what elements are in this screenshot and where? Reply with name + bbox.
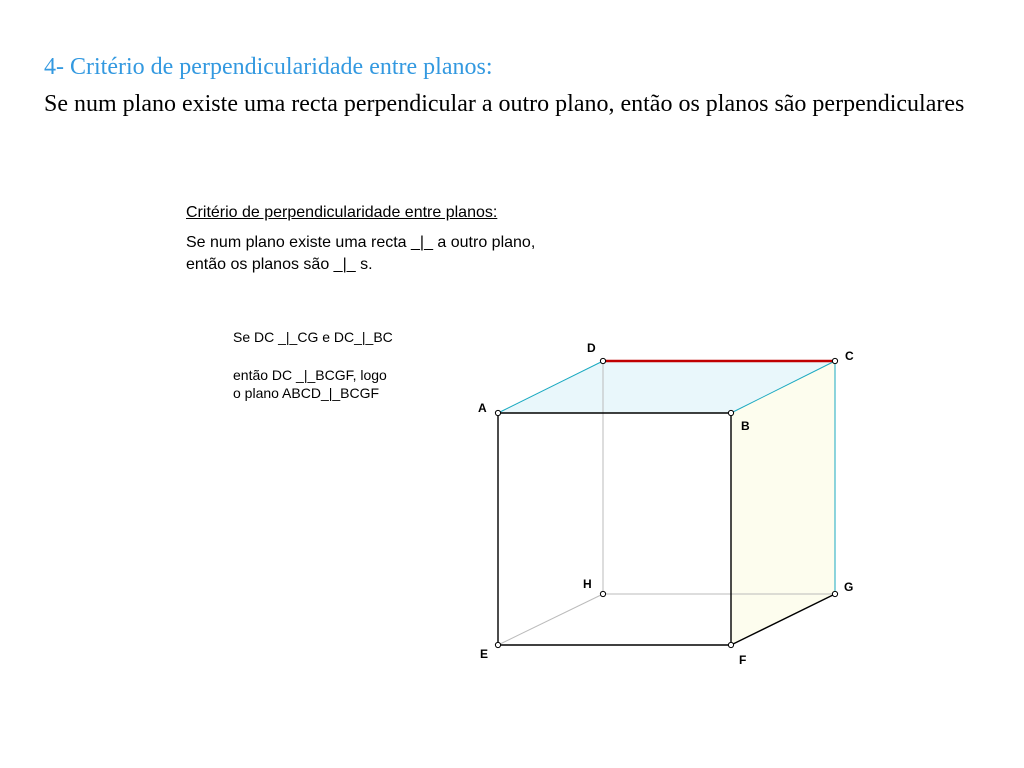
slide-body: Se num plano existe uma recta perpendicular a outro plano, então os planos são perpendiculares: [44, 91, 965, 117]
vertex-point-a: [495, 410, 500, 415]
vertex-label-f: F: [739, 653, 747, 667]
vertex-point-b: [728, 410, 733, 415]
vertex-point-f: [728, 642, 733, 647]
vertex-label-d: D: [587, 341, 596, 355]
vertex-label-b: B: [741, 419, 750, 433]
note-line-1: Se DC _|_CG e DC_|_BC: [233, 329, 393, 345]
box-text-line-2: então os planos são _|_ s.: [186, 256, 373, 273]
vertex-point-e: [495, 642, 500, 647]
vertex-point-c: [832, 358, 837, 363]
vertex-label-e: E: [480, 647, 489, 661]
vertex-point-h: [600, 591, 605, 596]
vertex-label-g: G: [844, 580, 854, 594]
note-line-3: o plano ABCD_|_BCGF: [233, 385, 380, 401]
vertex-label-h: H: [583, 577, 592, 591]
box-heading: Critério de perpendicularidade entre planos:: [186, 204, 498, 221]
vertex-label-c: C: [845, 349, 854, 363]
vertex-label-a: A: [478, 401, 487, 415]
box-text-line-1: Se num plano existe uma recta _|_ a outro plano,: [186, 234, 536, 251]
edge-eh: [498, 594, 603, 645]
slide-title: 4- Critério de perpendicularidade entre planos:: [44, 54, 493, 80]
note-line-2: então DC _|_BCGF, logo: [233, 367, 387, 383]
vertex-point-g: [832, 591, 837, 596]
vertex-point-d: [600, 358, 605, 363]
